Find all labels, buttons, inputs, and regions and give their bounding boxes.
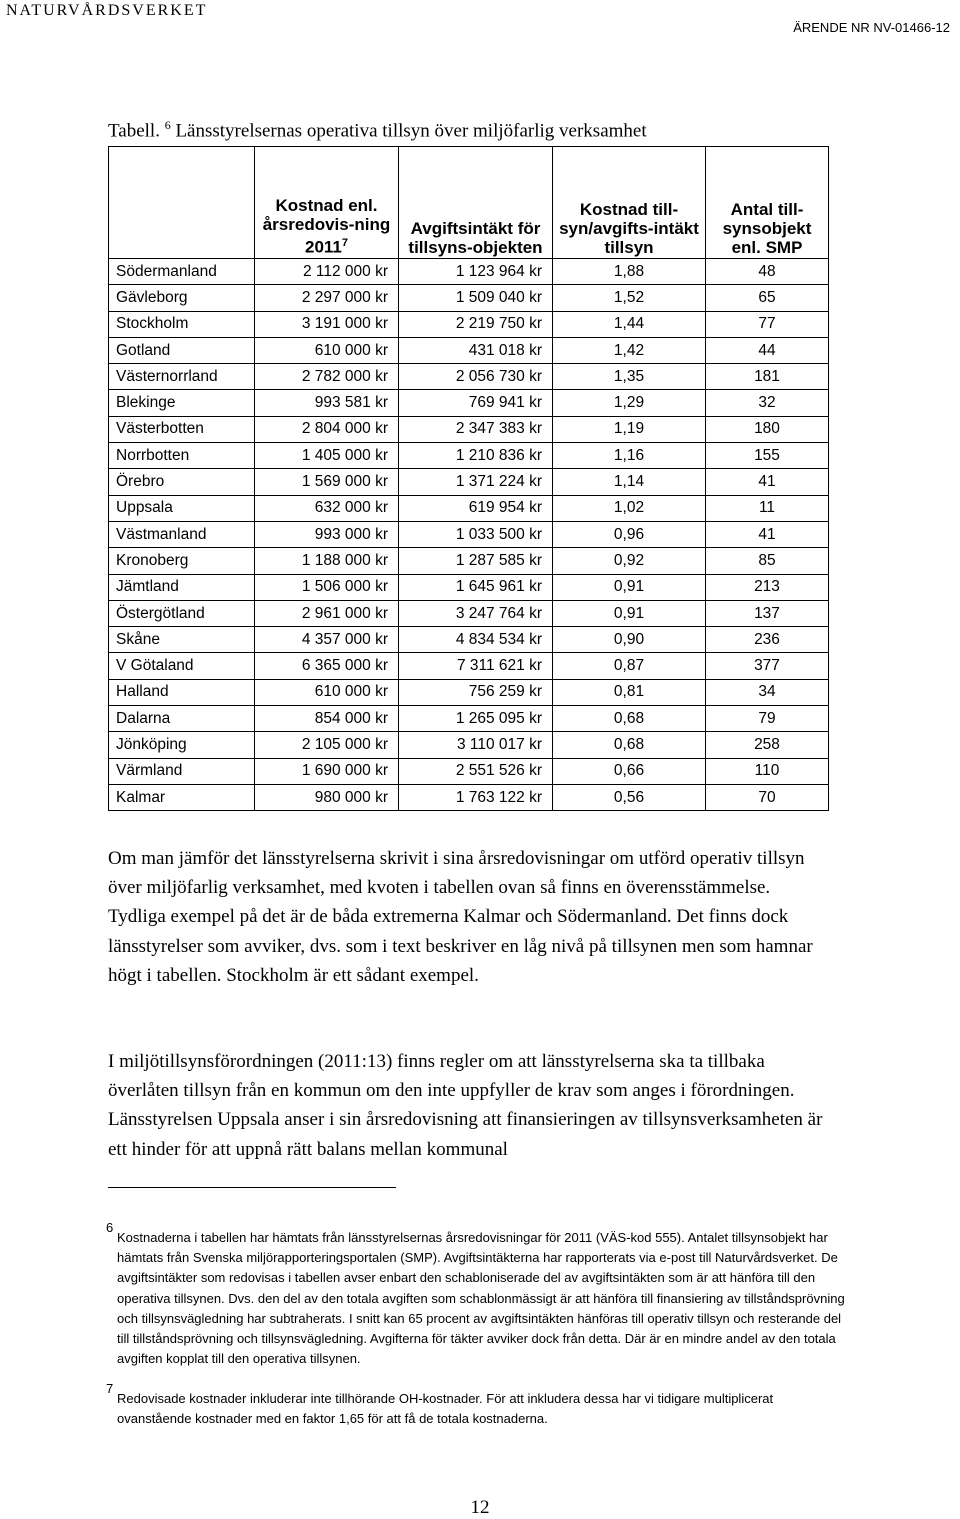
cost-cell: 2 804 000 kr [255,416,399,442]
cost-cell: 3 191 000 kr [255,311,399,337]
ratio-cell: 1,29 [553,390,706,416]
table-row [109,600,829,626]
table-row [109,706,829,732]
table-row [109,337,829,363]
object-count-cell: 137 [706,600,829,626]
county-cell: Norrbotten [109,443,255,469]
fee-income-cell: 2 219 750 kr [399,311,553,337]
county-cell: Halland [109,679,255,705]
ratio-cell: 1,19 [553,416,706,442]
ratio-cell: 0,56 [553,784,706,810]
table-header-row [109,147,829,259]
county-cell: Västmanland [109,521,255,547]
body-paragraph-2: I miljötillsynsförordningen (2011:13) finns regler om att länsstyrelserna ska ta tillbaka överlåten tillsyn från en kommun om den inte uppfyller de krav som anges i förordningen. Länsstyrelsen Uppsala anser i sin årsredovisning att finansieringen av tillsynsverksamheten är ett hinder för att uppnå rätt balans mellan kommunal [108,1051,823,1160]
county-cell: Dalarna [109,706,255,732]
fee-income-cell: 1 265 095 kr [399,706,553,732]
footnote-divider [108,1187,396,1188]
fee-income-cell: 2 056 730 kr [399,364,553,390]
cost-cell: 2 961 000 kr [255,600,399,626]
county-cell: Blekinge [109,390,255,416]
object-count-cell: 377 [706,653,829,679]
county-cell: Gotland [109,337,255,363]
header-cost-fee-ratio: Kostnad till-syn/avgifts-intäkt tillsyn [553,147,706,259]
fee-income-cell: 769 941 kr [399,390,553,416]
county-cell: Stockholm [109,311,255,337]
cost-cell: 980 000 kr [255,784,399,810]
table-row [109,390,829,416]
county-cell: Södermanland [109,259,255,285]
county-cell: V Götaland [109,653,255,679]
object-count-cell: 236 [706,627,829,653]
object-count-cell: 70 [706,784,829,810]
cost-cell: 2 297 000 kr [255,285,399,311]
ratio-cell: 1,35 [553,364,706,390]
cost-cell: 1 506 000 kr [255,574,399,600]
object-count-cell: 77 [706,311,829,337]
county-cell: Västernorrland [109,364,255,390]
object-count-cell: 44 [706,337,829,363]
object-count-cell: 41 [706,469,829,495]
cost-cell: 1 188 000 kr [255,548,399,574]
object-count-cell: 180 [706,416,829,442]
fee-income-cell: 2 347 383 kr [399,416,553,442]
ratio-cell: 0,91 [553,574,706,600]
cost-cell: 632 000 kr [255,495,399,521]
cost-cell: 6 365 000 kr [255,653,399,679]
county-cell: Uppsala [109,495,255,521]
object-count-cell: 11 [706,495,829,521]
table-row [109,627,829,653]
cost-cell: 610 000 kr [255,679,399,705]
county-cell: Östergötland [109,600,255,626]
object-count-cell: 110 [706,758,829,784]
table-caption [108,118,647,142]
table-row [109,469,829,495]
ratio-cell: 0,91 [553,600,706,626]
table-row [109,574,829,600]
cost-cell: 993 000 kr [255,521,399,547]
ratio-cell: 0,96 [553,521,706,547]
object-count-cell: 65 [706,285,829,311]
ratio-cell: 1,88 [553,259,706,285]
case-number: ÄRENDE NR NV-01466-12 [793,20,950,35]
cost-cell: 1 405 000 kr [255,443,399,469]
table-row [109,784,829,810]
ratio-cell: 1,42 [553,337,706,363]
ratio-cell: 0,68 [553,732,706,758]
county-cell: Örebro [109,469,255,495]
object-count-cell: 32 [706,390,829,416]
cost-cell: 610 000 kr [255,337,399,363]
page-number: 12 [470,1497,490,1518]
table-row [109,259,829,285]
fee-income-cell: 619 954 kr [399,495,553,521]
ratio-cell: 0,68 [553,706,706,732]
fee-income-cell: 1 509 040 kr [399,285,553,311]
county-cell: Jönköping [109,732,255,758]
footnote-7: Redovisade kostnader inkluderar inte tillhörande OH-kostnader. För att inkludera dessa har vi tidigare multiplicerat ovanstående kostnader med en faktor 1,65 för att få de totala kostnaderna. [117,1391,774,1427]
caption-text: Länsstyrelsernas operativa tillsyn över miljöfarlig verksamhet [175,120,647,142]
fee-income-cell: 1 287 585 kr [399,548,553,574]
object-count-cell: 85 [706,548,829,574]
table-row [109,443,829,469]
table-row [109,732,829,758]
county-cell: Västerbotten [109,416,255,442]
object-count-cell: 79 [706,706,829,732]
object-count-cell: 258 [706,732,829,758]
object-count-cell: 48 [706,259,829,285]
county-cell: Kalmar [109,784,255,810]
header-county [109,147,255,259]
ratio-cell: 0,66 [553,758,706,784]
ratio-cell: 1,16 [553,443,706,469]
agency-name: NATURVÅRDSVERKET [6,2,208,19]
table-row [109,548,829,574]
county-cell: Gävleborg [109,285,255,311]
object-count-cell: 41 [706,521,829,547]
fee-income-cell: 1 033 500 kr [399,521,553,547]
fee-income-cell: 431 018 kr [399,337,553,363]
table-row [109,679,829,705]
fee-income-cell: 1 371 224 kr [399,469,553,495]
cost-cell: 993 581 kr [255,390,399,416]
table-row [109,311,829,337]
fee-income-cell: 4 834 534 kr [399,627,553,653]
ratio-cell: 1,44 [553,311,706,337]
cost-cell: 2 782 000 kr [255,364,399,390]
cost-cell: 1 569 000 kr [255,469,399,495]
cost-cell: 2 112 000 kr [255,259,399,285]
caption-footnote-ref[interactable]: 6 [164,118,171,132]
caption-prefix: Tabell. [108,120,160,142]
table-row [109,758,829,784]
footnote-6: Kostnaderna i tabellen har hämtats från länsstyrelsernas årsredovisningar för 2011 (VÄS-kod 555). Antalet tillsynsobjekt har hämtats från Svenska miljörapporteringsportalen (SMP). Avgiftsintäkterna har rapporterats via e-post till Naturvårdsverket. De avgiftsintäkter som redovisas i tabellen avser enbart den schabloniserade del av avgiftsintäkten som är att hänföra till den operativa tillsynen. Dvs. den del av den totala avgiften som schablonmässigt är att hänföra till finansiering av tillståndsprövning och tillsynsvägledning har subtraherats. I snitt kan 65 procent av avgiftsintäkten hänföras till operativ tillsyn och resterande del till tillståndsprövning och tillsynsvägledning. Avgifterna för täkter avviker dock från detta. Där är en mindre andel av den totala avgiften kopplat till den operativa tillsynen. [117,1230,845,1367]
cost-cell: 854 000 kr [255,706,399,732]
object-count-cell: 213 [706,574,829,600]
object-count-cell: 181 [706,364,829,390]
fee-income-cell: 3 110 017 kr [399,732,553,758]
ratio-cell: 0,92 [553,548,706,574]
fee-income-cell: 2 551 526 kr [399,758,553,784]
table-row [109,364,829,390]
table-row [109,521,829,547]
ratio-cell: 1,52 [553,285,706,311]
cost-cell: 4 357 000 kr [255,627,399,653]
ratio-cell: 1,02 [553,495,706,521]
table-row [109,495,829,521]
ratio-cell: 1,14 [553,469,706,495]
fee-income-cell: 1 210 836 kr [399,443,553,469]
header-cost-label: Kostnad enl. årsredovis-ning 2011 [262,196,391,257]
header-object-count: Antal till-synsobjekt enl. SMP [706,147,829,259]
county-cell: Värmland [109,758,255,784]
cost-cell: 2 105 000 kr [255,732,399,758]
ratio-cell: 0,81 [553,679,706,705]
header-fee-income: Avgiftsintäkt för tillsyns-objekten [399,147,553,259]
body-paragraph-1: Om man jämför det länsstyrelserna skrivit i sina årsredovisningar om utförd operativ tillsyn över miljöfarlig verksamhet, med kvoten i tabellen ovan så finns en överensstämmelse. Tydliga exempel på det är de båda extremerna Kalmar och Södermanland. Det finns dock länsstyrelser som avviker, dvs. som i text beskriver en låg nivå på tillsynen men som hamnar högt i tabellen. Stockholm är ett sådant exempel. [108,848,813,986]
table-row [109,416,829,442]
fee-income-cell: 7 311 621 kr [399,653,553,679]
footnote-6-mark: 6 [106,1220,114,1235]
table-row [109,653,829,679]
table-row [109,285,829,311]
fee-income-cell: 756 259 kr [399,679,553,705]
header-cost-footnote-ref[interactable]: 7 [341,237,348,250]
object-count-cell: 155 [706,443,829,469]
cost-cell: 1 690 000 kr [255,758,399,784]
footnote-7-mark: 7 [106,1381,114,1396]
fee-income-cell: 1 123 964 kr [399,259,553,285]
header-cost [255,147,399,259]
fee-income-cell: 1 763 122 kr [399,784,553,810]
county-cell: Skåne [109,627,255,653]
ratio-cell: 0,87 [553,653,706,679]
ratio-cell: 0,90 [553,627,706,653]
supervision-table [108,146,829,811]
county-cell: Jämtland [109,574,255,600]
county-cell: Kronoberg [109,548,255,574]
fee-income-cell: 3 247 764 kr [399,600,553,626]
fee-income-cell: 1 645 961 kr [399,574,553,600]
object-count-cell: 34 [706,679,829,705]
